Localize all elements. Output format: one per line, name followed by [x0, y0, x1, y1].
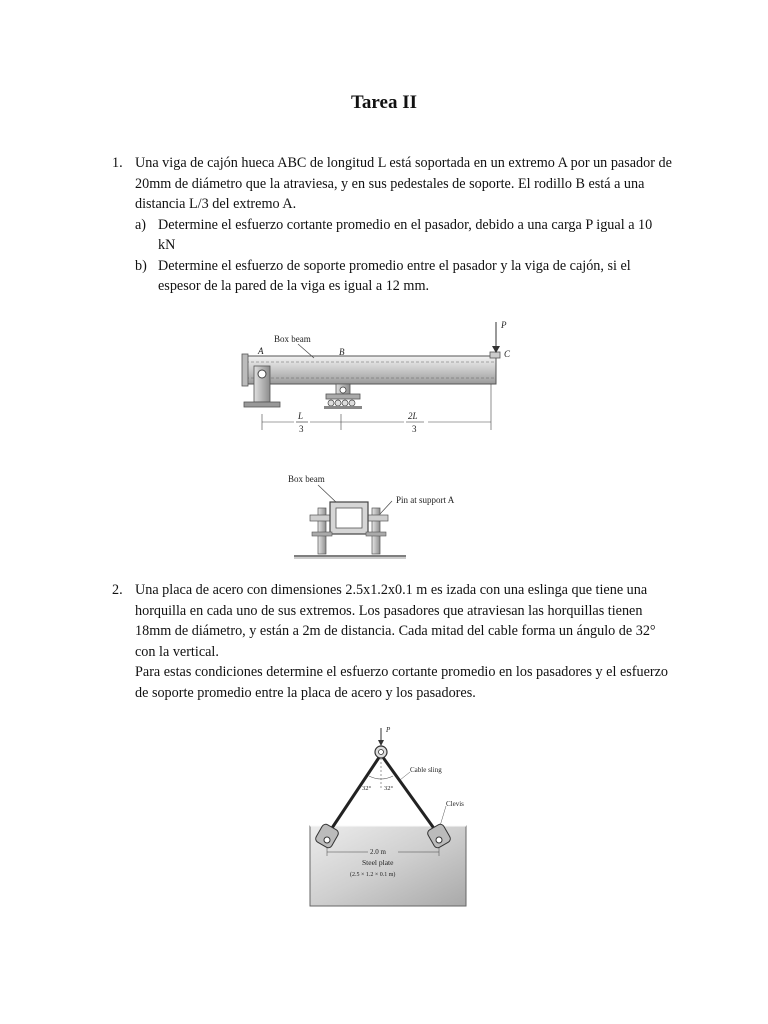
- label-a: A: [258, 346, 264, 356]
- angle-right: 32°: [384, 785, 394, 792]
- plate-name: Steel plate: [362, 858, 394, 867]
- box-beam-label: Box beam: [288, 474, 325, 484]
- box-beam-label: Box beam: [274, 334, 311, 344]
- problem-number: 1.: [112, 155, 123, 171]
- pin-support-diagram: [288, 470, 488, 565]
- problem-2: [112, 580, 672, 703]
- cable-sling-label: Cable sling: [410, 766, 442, 774]
- clevis-label: Clevis: [446, 800, 464, 808]
- sub-item-a: [135, 215, 672, 256]
- problem-text-2: Para estas condiciones determine el esfuerzo cortante promedio en los pasadores y el esfuerzo de soporte promedio entre la placa de acero y los pasadores.: [135, 664, 669, 701]
- pin-label: Pin at support A: [396, 495, 455, 505]
- plate-dims: (2.5 × 1.2 × 0.1 m): [350, 872, 396, 878]
- sub-item-text: Determine el esfuerzo de soporte promedio entre el pasador y la viga de cajón, si el espesor de la pared de la viga es igual a 12 mm.: [158, 257, 631, 294]
- label-p: P: [501, 320, 507, 330]
- dim-1-den: 3: [299, 424, 304, 434]
- sub-item-label: b): [135, 257, 147, 274]
- dim-2-den: 3: [412, 424, 417, 434]
- box-beam-figure: [236, 318, 526, 443]
- page-title: Tarea II: [351, 92, 417, 113]
- problem-text: Una placa de acero con dimensiones 2.5x1.2x0.1 m es izada con una eslinga que tiene una horquilla en cada uno de sus extremos. Los pasadores que atraviesan las horquillas tienen 18mm de diámetro, y están a 2m de distancia. Cada mitad del cable forma un ángulo de 32° con la vertical.: [135, 582, 656, 660]
- pin-icon: [258, 370, 266, 378]
- steel-plate-figure: [306, 722, 476, 912]
- distance-label: 2.0 m: [370, 848, 386, 856]
- sub-item-b: [135, 256, 672, 297]
- problem-1: [112, 153, 672, 297]
- angle-left: 32°: [362, 785, 372, 792]
- dim-1-num: L: [298, 411, 304, 421]
- problem-intro: Una viga de cajón hueca ABC de longitud L está soportada en un extremo A por un pasador de 20mm de diámetro que la atraviesa, y en sus pedestales de soporte. El rodillo B está a una distancia L/3 del extremo A.: [135, 155, 672, 212]
- pin-support-figure: [288, 470, 488, 565]
- label-p: P: [386, 726, 391, 734]
- dim-2-num: 2L: [408, 411, 418, 421]
- beam-body: [246, 356, 496, 384]
- problem-number: 2.: [112, 582, 123, 598]
- sub-item-label: a): [135, 216, 147, 233]
- label-b: B: [339, 347, 345, 357]
- sub-item-text: Determine el esfuerzo cortante promedio en el pasador, debido a una carga P igual a 10 kN: [158, 216, 653, 253]
- steel-plate-diagram: [306, 722, 476, 912]
- box-beam-diagram: [236, 318, 526, 443]
- label-c: C: [504, 349, 511, 359]
- cable-left: [328, 756, 380, 834]
